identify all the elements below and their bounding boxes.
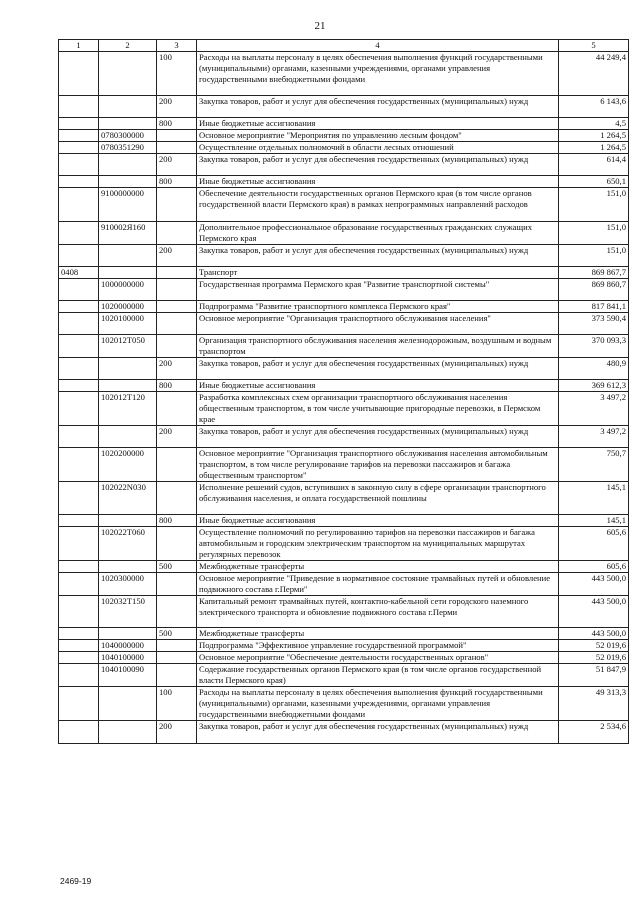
table-body	[59, 52, 629, 744]
cell-name: Дополнительное профессиональное образование государственных гражданских служащих Пермского края	[197, 222, 559, 245]
cell-name: Организация транспортного обслуживания населения железнодорожным, воздушным и водным транспортом	[197, 335, 559, 358]
cell-amount: 443 500,0	[559, 596, 629, 628]
cell-target-article	[99, 267, 157, 279]
cell-name: Разработка комплексных схем организации транспортного обслуживания населения общественным транспортом, в том числе учитывающие пригородные перевозки, в Пермском крае	[197, 392, 559, 426]
cell-expense-type	[157, 313, 197, 335]
cell-amount: 3 497,2	[559, 392, 629, 426]
cell-section	[59, 188, 99, 222]
table-row	[59, 154, 629, 176]
cell-name: Основное мероприятие "Обеспечение деятельности государственных органов"	[197, 652, 559, 664]
cell-target-article	[99, 118, 157, 130]
cell-expense-type: 800	[157, 515, 197, 527]
cell-expense-type	[157, 664, 197, 687]
cell-expense-type	[157, 652, 197, 664]
cell-expense-type	[157, 301, 197, 313]
cell-target-article: 0780300000	[99, 130, 157, 142]
table-row	[59, 652, 629, 664]
cell-amount: 480,9	[559, 358, 629, 380]
cell-target-article: 1000000000	[99, 279, 157, 301]
cell-amount: 49 313,3	[559, 687, 629, 721]
cell-target-article	[99, 96, 157, 118]
cell-amount: 443 500,0	[559, 573, 629, 596]
table-row	[59, 335, 629, 358]
cell-expense-type: 200	[157, 358, 197, 380]
cell-target-article: 0780351290	[99, 142, 157, 154]
cell-expense-type: 200	[157, 96, 197, 118]
cell-amount: 869 860,7	[559, 279, 629, 301]
cell-expense-type: 800	[157, 176, 197, 188]
cell-section	[59, 176, 99, 188]
page-number: 21	[314, 20, 326, 32]
cell-amount: 614,4	[559, 154, 629, 176]
cell-target-article: 1040100090	[99, 664, 157, 687]
header-col-amount: 5	[559, 40, 629, 52]
cell-section	[59, 628, 99, 640]
cell-section	[59, 358, 99, 380]
cell-amount: 151,0	[559, 188, 629, 222]
cell-name: Основное мероприятие "Организация транспортного обслуживания населения"	[197, 313, 559, 335]
cell-section	[59, 596, 99, 628]
cell-expense-type	[157, 596, 197, 628]
footer-code: 2469-19	[60, 876, 92, 886]
cell-name: Основное мероприятие "Мероприятия по управлению лесным фондом"	[197, 130, 559, 142]
table-row	[59, 527, 629, 561]
header-row	[59, 40, 629, 52]
cell-section	[59, 527, 99, 561]
cell-section	[59, 301, 99, 313]
cell-expense-type: 500	[157, 628, 197, 640]
cell-section	[59, 652, 99, 664]
cell-section	[59, 426, 99, 448]
table-row	[59, 222, 629, 245]
cell-expense-type: 200	[157, 426, 197, 448]
header-col-name: 4	[197, 40, 559, 52]
cell-expense-type	[157, 188, 197, 222]
cell-name: Закупка товаров, работ и услуг для обеспечения государственных (муниципальных) нужд	[197, 154, 559, 176]
cell-name: Транспорт	[197, 267, 559, 279]
cell-target-article: 102012Т050	[99, 335, 157, 358]
cell-section	[59, 664, 99, 687]
cell-name: Межбюджетные трансферты	[197, 628, 559, 640]
cell-section	[59, 573, 99, 596]
table-row	[59, 52, 629, 96]
header-col-section: 1	[59, 40, 99, 52]
cell-amount: 869 867,7	[559, 267, 629, 279]
cell-amount: 605,6	[559, 561, 629, 573]
cell-amount: 443 500,0	[559, 628, 629, 640]
cell-amount: 44 249,4	[559, 52, 629, 96]
cell-section: 0408	[59, 267, 99, 279]
cell-expense-type	[157, 573, 197, 596]
cell-amount: 750,7	[559, 448, 629, 482]
table-row	[59, 176, 629, 188]
cell-section	[59, 392, 99, 426]
cell-target-article: 910002Я160	[99, 222, 157, 245]
cell-section	[59, 640, 99, 652]
cell-target-article: 1020300000	[99, 573, 157, 596]
table-row	[59, 96, 629, 118]
cell-name: Закупка товаров, работ и услуг для обеспечения государственных (муниципальных) нужд	[197, 721, 559, 744]
cell-amount: 151,0	[559, 245, 629, 267]
table-row	[59, 721, 629, 744]
cell-target-article	[99, 154, 157, 176]
cell-name: Подпрограмма "Эффективное управление государственной программой"	[197, 640, 559, 652]
cell-section	[59, 142, 99, 154]
table-row	[59, 515, 629, 527]
cell-target-article: 1020200000	[99, 448, 157, 482]
table-row	[59, 142, 629, 154]
cell-target-article: 102022N030	[99, 482, 157, 515]
table-row	[59, 380, 629, 392]
cell-target-article	[99, 245, 157, 267]
table-row	[59, 664, 629, 687]
cell-name: Межбюджетные трансферты	[197, 561, 559, 573]
cell-amount: 3 497,2	[559, 426, 629, 448]
table-row	[59, 188, 629, 222]
budget-table	[58, 39, 629, 744]
cell-section	[59, 721, 99, 744]
cell-target-article	[99, 426, 157, 448]
cell-name: Осуществление полномочий по регулированию тарифов на перевозки пассажиров и багажа автомобильным и городским электрическим транспортом на муниципальных маршрутах регулярных перевозок	[197, 527, 559, 561]
cell-section	[59, 515, 99, 527]
cell-amount: 1 264,5	[559, 142, 629, 154]
cell-amount: 52 019,6	[559, 640, 629, 652]
cell-amount: 145,1	[559, 515, 629, 527]
table-row	[59, 245, 629, 267]
cell-target-article	[99, 515, 157, 527]
cell-target-article: 1040000000	[99, 640, 157, 652]
cell-name: Закупка товаров, работ и услуг для обеспечения государственных (муниципальных) нужд	[197, 358, 559, 380]
cell-section	[59, 561, 99, 573]
cell-amount: 370 093,3	[559, 335, 629, 358]
cell-name: Исполнение решений судов, вступивших в законную силу в сфере организации транспортного обслуживания населения, и оплата государственной пошлины	[197, 482, 559, 515]
table-row	[59, 687, 629, 721]
cell-expense-type	[157, 448, 197, 482]
cell-name: Осуществление отдельных полномочий в области лесных отношений	[197, 142, 559, 154]
table-row	[59, 628, 629, 640]
table-row	[59, 392, 629, 426]
cell-amount: 650,1	[559, 176, 629, 188]
cell-target-article: 1020000000	[99, 301, 157, 313]
cell-section	[59, 335, 99, 358]
cell-amount: 1 264,5	[559, 130, 629, 142]
cell-amount: 145,1	[559, 482, 629, 515]
cell-name: Закупка товаров, работ и услуг для обеспечения государственных (муниципальных) нужд	[197, 96, 559, 118]
cell-amount: 151,0	[559, 222, 629, 245]
cell-amount: 817 841,1	[559, 301, 629, 313]
cell-target-article: 102012Т120	[99, 392, 157, 426]
cell-section	[59, 687, 99, 721]
cell-expense-type	[157, 222, 197, 245]
cell-section	[59, 154, 99, 176]
cell-section	[59, 245, 99, 267]
cell-section	[59, 118, 99, 130]
cell-expense-type: 800	[157, 118, 197, 130]
table-row	[59, 573, 629, 596]
cell-expense-type: 200	[157, 154, 197, 176]
cell-expense-type	[157, 267, 197, 279]
cell-target-article	[99, 380, 157, 392]
cell-name: Расходы на выплаты персоналу в целях обеспечения выполнения функций государственными (муниципальными) органами, казенными учреждениями, органами управления государственными внебюджетными фондами	[197, 687, 559, 721]
table-row	[59, 448, 629, 482]
table-row	[59, 130, 629, 142]
cell-name: Закупка товаров, работ и услуг для обеспечения государственных (муниципальных) нужд	[197, 426, 559, 448]
header-col-target-article: 2	[99, 40, 157, 52]
cell-amount: 6 143,6	[559, 96, 629, 118]
cell-expense-type: 200	[157, 245, 197, 267]
cell-section	[59, 279, 99, 301]
cell-expense-type: 200	[157, 721, 197, 744]
cell-target-article: 1020100000	[99, 313, 157, 335]
cell-expense-type	[157, 279, 197, 301]
table-row	[59, 561, 629, 573]
cell-expense-type: 100	[157, 687, 197, 721]
table-row	[59, 279, 629, 301]
cell-name: Подпрограмма "Развитие транспортного комплекса Пермского края"	[197, 301, 559, 313]
cell-target-article	[99, 358, 157, 380]
cell-section	[59, 448, 99, 482]
cell-section	[59, 130, 99, 142]
table-row	[59, 640, 629, 652]
cell-target-article	[99, 687, 157, 721]
cell-target-article: 1040100000	[99, 652, 157, 664]
cell-expense-type: 100	[157, 52, 197, 96]
cell-section	[59, 313, 99, 335]
table-row	[59, 301, 629, 313]
header-col-expense-type: 3	[157, 40, 197, 52]
cell-target-article	[99, 721, 157, 744]
table-row	[59, 313, 629, 335]
cell-target-article	[99, 52, 157, 96]
table-row	[59, 426, 629, 448]
cell-section	[59, 52, 99, 96]
cell-expense-type: 500	[157, 561, 197, 573]
cell-expense-type	[157, 335, 197, 358]
cell-amount: 369 612,3	[559, 380, 629, 392]
table-row	[59, 267, 629, 279]
cell-expense-type	[157, 142, 197, 154]
cell-amount: 373 590,4	[559, 313, 629, 335]
cell-section	[59, 96, 99, 118]
cell-target-article: 102032Т150	[99, 596, 157, 628]
cell-name: Государственная программа Пермского края "Развитие транспортной системы"	[197, 279, 559, 301]
cell-amount: 51 847,9	[559, 664, 629, 687]
cell-expense-type	[157, 482, 197, 515]
cell-expense-type	[157, 392, 197, 426]
table-row	[59, 118, 629, 130]
cell-amount: 52 019,6	[559, 652, 629, 664]
cell-name: Иные бюджетные ассигнования	[197, 380, 559, 392]
cell-amount: 4,5	[559, 118, 629, 130]
cell-section	[59, 222, 99, 245]
table-row	[59, 358, 629, 380]
cell-target-article: 102022Т060	[99, 527, 157, 561]
cell-name: Содержание государственных органов Пермского края (в том числе органов государственной власти Пермского края)	[197, 664, 559, 687]
cell-expense-type: 800	[157, 380, 197, 392]
cell-name: Капитальный ремонт трамвайных путей, контактно-кабельной сети городского наземного электрического транспорта и обновление подвижного состава г.Перми	[197, 596, 559, 628]
cell-name: Иные бюджетные ассигнования	[197, 118, 559, 130]
cell-expense-type	[157, 640, 197, 652]
cell-name: Обеспечение деятельности государственных органов Пермского края (в том числе органов государственной власти Пермского края) в рамках непрограммных направлений расходов	[197, 188, 559, 222]
cell-target-article	[99, 176, 157, 188]
cell-name: Основное мероприятие "Организация транспортного обслуживания населения автомобильным транспортом, в том числе регулирование тарифов на перевозки пассажиров и багажа общественным транспортом"	[197, 448, 559, 482]
cell-amount: 605,6	[559, 527, 629, 561]
cell-name: Закупка товаров, работ и услуг для обеспечения государственных (муниципальных) нужд	[197, 245, 559, 267]
cell-expense-type	[157, 527, 197, 561]
cell-target-article	[99, 628, 157, 640]
cell-amount: 2 534,6	[559, 721, 629, 744]
cell-name: Основное мероприятие "Приведение в нормативное состояние трамвайных путей и обновление подвижного состава г.Перми"	[197, 573, 559, 596]
cell-expense-type	[157, 130, 197, 142]
cell-section	[59, 380, 99, 392]
cell-target-article: 9100000000	[99, 188, 157, 222]
table-row	[59, 482, 629, 515]
cell-target-article	[99, 561, 157, 573]
table-row	[59, 596, 629, 628]
cell-name: Расходы на выплаты персоналу в целях обеспечения выполнения функций государственными (муниципальными) органами, казенными учреждениями, органами управления государственными внебюджетными фондами	[197, 52, 559, 96]
cell-name: Иные бюджетные ассигнования	[197, 176, 559, 188]
cell-section	[59, 482, 99, 515]
cell-name: Иные бюджетные ассигнования	[197, 515, 559, 527]
